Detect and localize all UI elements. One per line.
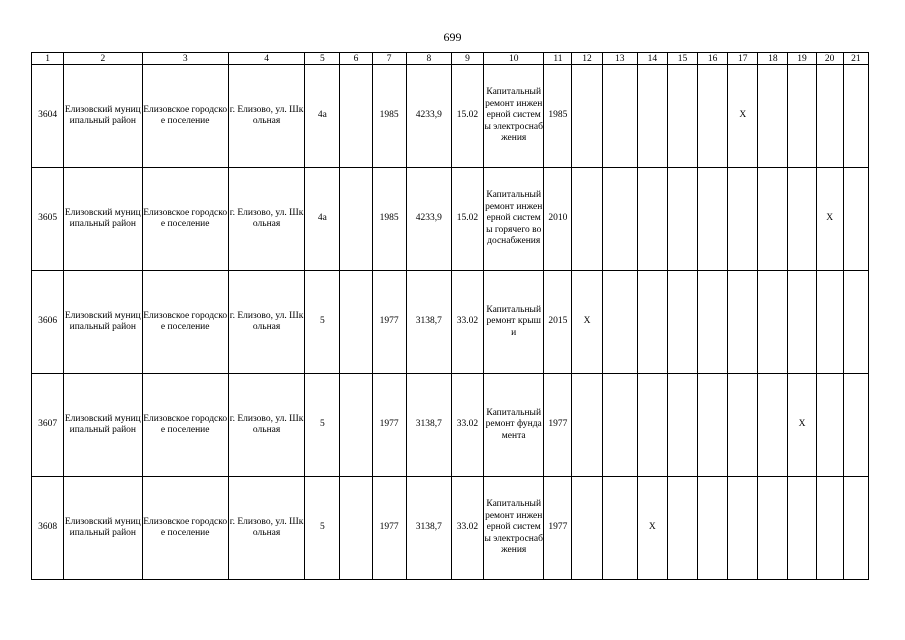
district-cell: Елизовский муниципальный район: [64, 374, 142, 477]
district-cell: Елизовский муниципальный район: [64, 271, 142, 374]
year-built-cell: 1985: [372, 65, 406, 168]
mark-cell: [637, 271, 667, 374]
work-type-cell: Капитальный ремонт крыши: [484, 271, 544, 374]
row-id: 3606: [32, 271, 64, 374]
year-built-cell: 1977: [372, 374, 406, 477]
mark-cell: [758, 477, 788, 580]
mark-cell: [788, 65, 816, 168]
page-number: 699: [443, 30, 462, 44]
area-cell: 3138,7: [406, 374, 451, 477]
work-year-cell: 1977: [544, 374, 572, 477]
mark-cell: [816, 477, 843, 580]
empty-cell: [340, 374, 372, 477]
area-cell: 3138,7: [406, 477, 451, 580]
mark-cell: [728, 271, 758, 374]
table-row: [32, 271, 869, 374]
mark-cell: [788, 271, 816, 374]
district-cell: Елизовский муниципальный район: [64, 65, 142, 168]
mark-cell: [758, 168, 788, 271]
mark-cell: [637, 168, 667, 271]
column-header: 6: [340, 53, 372, 65]
column-header: 7: [372, 53, 406, 65]
mark-cell: [816, 271, 843, 374]
column-header: 3: [142, 53, 228, 65]
column-header: 20: [816, 53, 843, 65]
mark-cell: [572, 477, 602, 580]
mark-cell: [602, 271, 637, 374]
column-header: 21: [843, 53, 868, 65]
mark-cell: [602, 374, 637, 477]
column-header: 11: [544, 53, 572, 65]
mark-cell: [816, 65, 843, 168]
empty-cell: [340, 271, 372, 374]
mark-cell: [728, 477, 758, 580]
column-number-row: [32, 53, 869, 65]
mark-cell: [816, 374, 843, 477]
row-id: 3604: [32, 65, 64, 168]
mark-cell: X: [728, 65, 758, 168]
column-header: 16: [698, 53, 728, 65]
column-header: 18: [758, 53, 788, 65]
work-type-cell: Капитальный ремонт инженерной системы горячего водоснабжения: [484, 168, 544, 271]
mark-cell: [728, 168, 758, 271]
year-built-cell: 1977: [372, 477, 406, 580]
column-header: 4: [228, 53, 304, 65]
column-header: 19: [788, 53, 816, 65]
work-type-cell: Капитальный ремонт инженерной системы электроснабжения: [484, 477, 544, 580]
row-id: 3605: [32, 168, 64, 271]
house-cell: 4а: [305, 65, 340, 168]
mark-cell: [572, 168, 602, 271]
mark-cell: [667, 271, 697, 374]
mark-cell: X: [572, 271, 602, 374]
wear-cell: 33.02: [451, 477, 483, 580]
address-cell: г. Елизово, ул. Школьная: [228, 477, 304, 580]
column-header: 13: [602, 53, 637, 65]
mark-cell: [843, 168, 868, 271]
mark-cell: [843, 477, 868, 580]
district-cell: Елизовский муниципальный район: [64, 477, 142, 580]
mark-cell: [602, 168, 637, 271]
empty-cell: [340, 477, 372, 580]
table-row: [32, 65, 869, 168]
mark-cell: [698, 168, 728, 271]
column-header: 14: [637, 53, 667, 65]
mark-cell: [843, 374, 868, 477]
settlement-cell: Елизовское городское поселение: [142, 168, 228, 271]
column-header: 5: [305, 53, 340, 65]
mark-cell: [788, 477, 816, 580]
mark-cell: [698, 65, 728, 168]
housing-repair-table: [31, 52, 869, 580]
settlement-cell: Елизовское городское поселение: [142, 477, 228, 580]
empty-cell: [340, 65, 372, 168]
table-row: [32, 168, 869, 271]
table-row: [32, 477, 869, 580]
work-year-cell: 2015: [544, 271, 572, 374]
house-cell: 4а: [305, 168, 340, 271]
mark-cell: [602, 477, 637, 580]
row-id: 3607: [32, 374, 64, 477]
mark-cell: [698, 477, 728, 580]
district-cell: Елизовский муниципальный район: [64, 168, 142, 271]
empty-cell: [340, 168, 372, 271]
column-header: 17: [728, 53, 758, 65]
column-header: 15: [667, 53, 697, 65]
house-cell: 5: [305, 374, 340, 477]
mark-cell: [758, 271, 788, 374]
settlement-cell: Елизовское городское поселение: [142, 271, 228, 374]
address-cell: г. Елизово, ул. Школьная: [228, 65, 304, 168]
mark-cell: [758, 65, 788, 168]
mark-cell: [843, 271, 868, 374]
column-header: 10: [484, 53, 544, 65]
mark-cell: [698, 374, 728, 477]
mark-cell: [698, 271, 728, 374]
mark-cell: [572, 374, 602, 477]
column-header: 2: [64, 53, 142, 65]
mark-cell: X: [788, 374, 816, 477]
mark-cell: [667, 477, 697, 580]
mark-cell: [637, 374, 667, 477]
settlement-cell: Елизовское городское поселение: [142, 374, 228, 477]
wear-cell: 15.02: [451, 65, 483, 168]
year-built-cell: 1985: [372, 168, 406, 271]
house-cell: 5: [305, 477, 340, 580]
column-header: 12: [572, 53, 602, 65]
column-header: 1: [32, 53, 64, 65]
area-cell: 3138,7: [406, 271, 451, 374]
work-type-cell: Капитальный ремонт фундамента: [484, 374, 544, 477]
mark-cell: X: [637, 477, 667, 580]
mark-cell: [602, 65, 637, 168]
area-cell: 4233,9: [406, 65, 451, 168]
year-built-cell: 1977: [372, 271, 406, 374]
mark-cell: [667, 374, 697, 477]
wear-cell: 15.02: [451, 168, 483, 271]
mark-cell: [788, 168, 816, 271]
house-cell: 5: [305, 271, 340, 374]
column-header: 8: [406, 53, 451, 65]
settlement-cell: Елизовское городское поселение: [142, 65, 228, 168]
column-header: 9: [451, 53, 483, 65]
work-year-cell: 2010: [544, 168, 572, 271]
address-cell: г. Елизово, ул. Школьная: [228, 374, 304, 477]
mark-cell: [728, 374, 758, 477]
work-type-cell: Капитальный ремонт инженерной системы электроснабжения: [484, 65, 544, 168]
address-cell: г. Елизово, ул. Школьная: [228, 168, 304, 271]
row-id: 3608: [32, 477, 64, 580]
mark-cell: [572, 65, 602, 168]
mark-cell: [667, 168, 697, 271]
table-row: [32, 374, 869, 477]
wear-cell: 33.02: [451, 374, 483, 477]
address-cell: г. Елизово, ул. Школьная: [228, 271, 304, 374]
mark-cell: X: [816, 168, 843, 271]
mark-cell: [637, 65, 667, 168]
area-cell: 4233,9: [406, 168, 451, 271]
work-year-cell: 1977: [544, 477, 572, 580]
mark-cell: [758, 374, 788, 477]
mark-cell: [843, 65, 868, 168]
wear-cell: 33.02: [451, 271, 483, 374]
work-year-cell: 1985: [544, 65, 572, 168]
mark-cell: [667, 65, 697, 168]
